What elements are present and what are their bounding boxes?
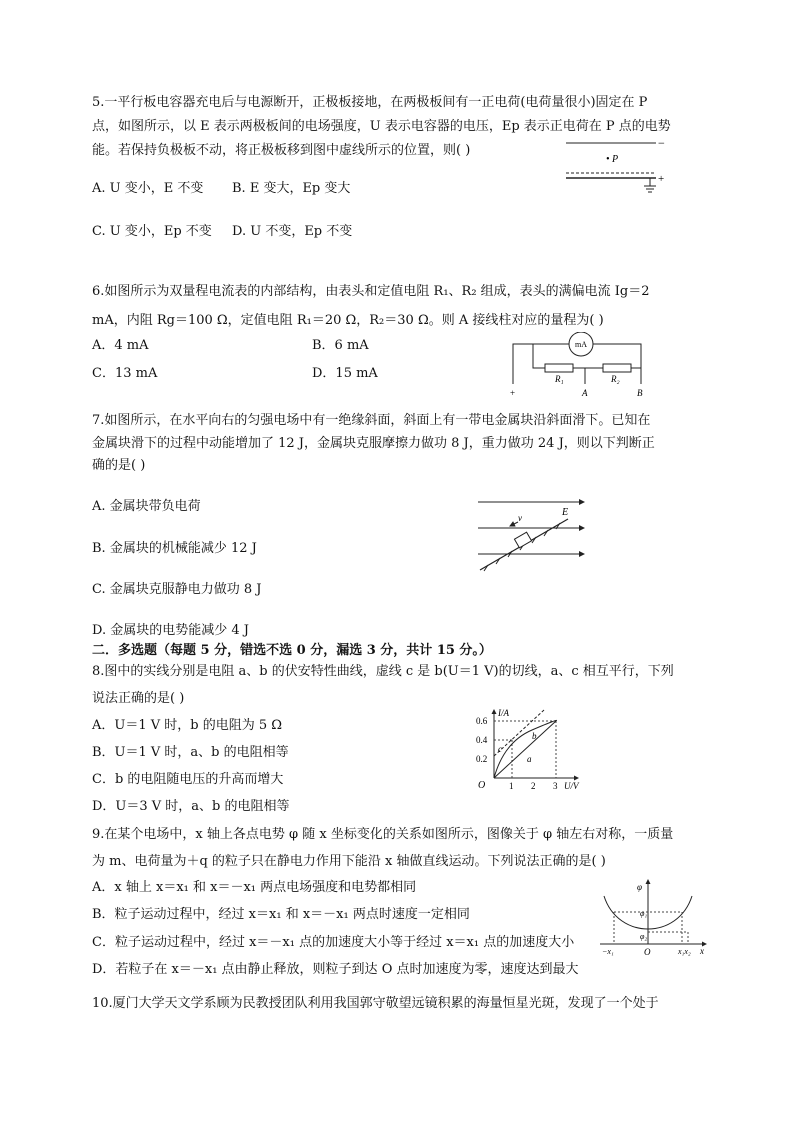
q5-option-c: C. U 变小，Ep 不变 <box>92 224 212 239</box>
q7-incline-figure <box>474 494 594 576</box>
q8-option-c: C．b 的电阻随电压的升高而增大 <box>92 772 284 787</box>
q7-option-a: A. 金属块带负电荷 <box>92 499 201 514</box>
q9-neg-x1-label: −x₁ <box>602 947 614 956</box>
q7-velocity-label: v <box>518 513 522 523</box>
q8-curve-c-label: c <box>498 744 502 754</box>
q5-option-d: D. U 不变，Ep 不变 <box>232 224 353 239</box>
q9-option-d: D．若粒子在 x＝－x₁ 点由静止释放，则粒子到达 O 点时加速度为零，速度达到最大 <box>92 962 579 977</box>
q8-line-2: 说法正确的是( ) <box>92 691 185 706</box>
q8-y-tick-label: 0.2 <box>476 754 488 764</box>
q7-option-d: D. 金属块的电势能减少 4 J <box>92 623 249 638</box>
q5-option-a: A. U 变小，E 不变 <box>92 181 204 196</box>
q7-option-c: C. 金属块克服静电力做功 8 J <box>92 582 262 597</box>
q8-iv-graph <box>474 704 586 794</box>
q5-line-2: 点，如图所示，以 E 表示两极板间的电场强度，U 表示电容器的电压，Ep 表示正电荷在 P 点的电势 <box>92 119 671 134</box>
q6-r1-label: R₁ <box>555 374 564 384</box>
q5-line-1: 5.一平行板电容器充电后与电源断开，正极板接地，在两极板间有一正电荷(电荷量很小)固定在 P <box>92 95 648 110</box>
q6-line-2: mA，内阻 Rg＝100 Ω，定值电阻 R₁＝20 Ω，R₂＝30 Ω。则 A 接线柱对应的量程为( ) <box>92 313 604 328</box>
q6-plus-label: + <box>510 388 516 398</box>
q6-ammeter-circuit <box>505 332 655 402</box>
q6-terminal-b-label: B <box>637 388 643 398</box>
q9-phi1-label: φ₁ <box>640 909 648 918</box>
q8-y-tick-label: 0.4 <box>476 735 488 745</box>
q9-x-axis-label: x <box>700 946 704 956</box>
q7-option-b: B. 金属块的机械能减少 12 J <box>92 541 257 556</box>
q9-x1x2-label: x₁x₂ <box>678 947 691 956</box>
q8-curve-b-label: b <box>532 731 537 741</box>
q7-field-label: E <box>562 507 569 518</box>
q9-phi-label: φ <box>637 882 642 892</box>
q6-resistor-r1 <box>545 364 573 372</box>
q5-option-b: B. E 变大，Ep 变大 <box>232 181 351 196</box>
q5-capacitor-figure <box>560 134 672 196</box>
q5-point-p-label: • P <box>606 154 619 165</box>
q6-option-b: B．6 mA <box>312 338 369 353</box>
q6-meter-label: mA <box>575 340 587 349</box>
q5-line-3: 能。若保持负极板不动，将正极板移到图中虚线所示的位置，则( ) <box>92 143 471 158</box>
q6-option-d: D．15 mA <box>312 366 378 381</box>
q9-potential-graph <box>596 876 714 958</box>
q6-terminal-a-label: A <box>582 388 588 398</box>
q7-line-2: 金属块滑下的过程中动能增加了 12 J，金属块克服摩擦力做功 8 J，重力做功 24 J，则以下判断正 <box>92 436 655 451</box>
q7-line-1: 7.如图所示，在水平向右的匀强电场中有一绝缘斜面，斜面上有一带电金属块沿斜面滑下。已知在 <box>92 413 651 428</box>
q6-option-c: C．13 mA <box>92 366 158 381</box>
q8-x-tick-label: 3 <box>553 781 558 791</box>
q8-y-tick-label: 0.6 <box>476 716 488 726</box>
q9-origin-label: O <box>644 947 651 957</box>
q6-line-1: 6.如图所示为双量程电流表的内部结构，由表头和定值电阻 R₁、R₂ 组成，表头的满偏电流 Ig＝2 <box>92 284 650 299</box>
q8-x-tick-label: 1 <box>509 781 514 791</box>
q8-line-1: 8.图中的实线分别是电阻 a、b 的伏安特性曲线，虚线 c 是 b(U＝1 V)的切线，a、c 相互平行，下列 <box>92 664 674 679</box>
q5-minus-label: − <box>658 136 665 150</box>
q9-line-1: 9.在某个电场中，x 轴上各点电势 φ 随 x 坐标变化的关系如图所示，图像关于 φ 轴左右对称，一质量 <box>92 827 674 842</box>
q10-line-1: 10.厦门大学天文学系顾为民教授团队利用我国郭守敬望远镜积累的海量恒星光斑，发现了一个处于 <box>92 996 659 1011</box>
q9-option-a: A．x 轴上 x＝x₁ 和 x＝－x₁ 两点电场强度和电势都相同 <box>92 880 417 895</box>
q8-option-b: B．U＝1 V 时，a、b 的电阻相等 <box>92 745 289 760</box>
q8-line-a <box>494 721 556 778</box>
q9-phi2-label: φ₂ <box>640 932 648 941</box>
q8-origin-label: O <box>478 780 486 791</box>
section-2-heading: 二．多选题（每题 5 分，错选不选 0 分，漏选 3 分，共计 15 分。） <box>92 643 492 658</box>
q8-option-d: D．U＝3 V 时，a、b 的电阻相等 <box>92 799 290 814</box>
q6-wire-branch <box>533 344 545 368</box>
q8-x-axis-label: U/V <box>564 781 579 791</box>
q8-x-tick-label: 2 <box>531 781 536 791</box>
q6-option-a: A．4 mA <box>92 338 149 353</box>
q8-y-axis-label: I/A <box>498 708 509 718</box>
q7-metal-block <box>514 532 531 548</box>
q8-option-a: A．U＝1 V 时，b 的电阻为 5 Ω <box>92 718 283 733</box>
q6-r2-label: R₂ <box>611 374 620 384</box>
q7-velocity-arrow <box>510 522 518 526</box>
q9-guide-lines <box>614 912 688 944</box>
q6-resistor-r2 <box>603 364 631 372</box>
q9-option-c: C．粒子运动过程中，经过 x＝－x₁ 点的加速度大小等于经过 x＝x₁ 点的加速度大小 <box>92 935 575 950</box>
q9-option-b: B．粒子运动过程中，经过 x＝x₁ 和 x＝－x₁ 两点时速度一定相同 <box>92 907 470 922</box>
q8-curve-a-label: a <box>527 754 532 764</box>
q9-line-2: 为 m、电荷量为＋q 的粒子只在静电力作用下能沿 x 轴做直线运动。下列说法正确的是( ) <box>92 854 606 869</box>
q7-line-3: 确的是( ) <box>92 458 146 473</box>
q5-plus-label: + <box>658 173 665 185</box>
